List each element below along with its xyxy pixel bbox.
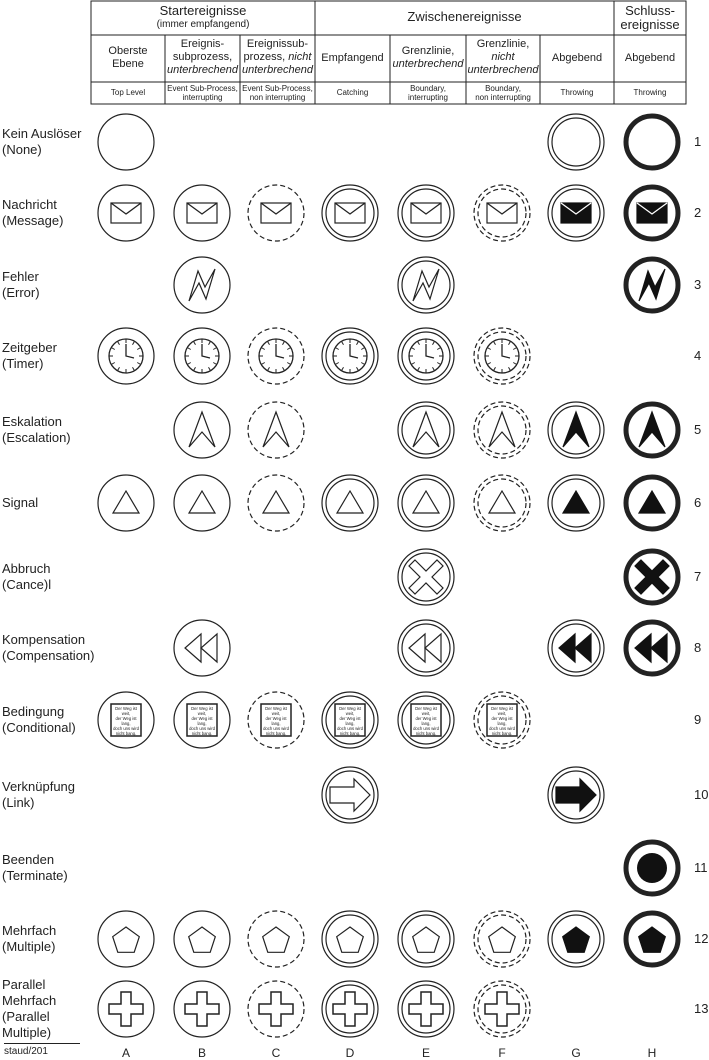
col-c-en-1: Event Sub-Process, <box>242 84 313 93</box>
event-escalation-c <box>248 402 304 458</box>
column-letter-b: B <box>197 1046 206 1060</box>
row-label-signal <box>2 495 38 511</box>
event-signal-e <box>398 475 454 531</box>
event-conditional-b <box>174 692 230 748</box>
event-conditional-c <box>248 692 304 748</box>
event-compensation-b <box>174 620 230 676</box>
column-letter-g: G <box>571 1046 581 1060</box>
event-link-d <box>322 767 378 823</box>
event-timer-b <box>174 328 230 384</box>
column-letter-f: F <box>498 1046 506 1060</box>
col-a-de-1: Oberste <box>108 45 148 57</box>
conditional-text-line: nicht bang. <box>491 731 513 736</box>
conditional-text-line: der Weg ist <box>115 716 137 721</box>
col-c-de-3: unterbrechend <box>242 64 313 76</box>
event-compensation-g <box>548 620 604 676</box>
event-timer-c <box>248 328 304 384</box>
event-parallel-e <box>398 981 454 1037</box>
conditional-text-line: nicht bang. <box>191 731 213 736</box>
conditional-text-line: nicht bang. <box>339 731 361 736</box>
row-label-line: (Terminate) <box>2 868 68 883</box>
row-number-11: 11 <box>694 860 708 875</box>
row-number-1: 1 <box>694 134 702 149</box>
group-subtitle-start: (immer empfangend) <box>156 19 250 30</box>
row-label-line: Mehrfach <box>2 923 57 938</box>
event-conditional-e <box>398 692 454 748</box>
event-timer-d <box>322 328 378 384</box>
event-multiple-h <box>626 913 678 965</box>
col-f-en-1: Boundary, <box>485 84 521 93</box>
row-label-line: (Conditional) <box>2 720 76 735</box>
row-label-line: (Cance)l <box>2 577 52 592</box>
row-label-line: Beenden <box>2 852 55 867</box>
group-title-end: Schluss- <box>625 3 675 18</box>
row-number-3: 3 <box>694 277 702 292</box>
event-none-g <box>548 114 604 170</box>
row-label-line: Verknüpfung <box>2 779 76 794</box>
event-multiple-e <box>398 911 454 967</box>
column-letter-c: C <box>271 1046 281 1060</box>
event-timer-a <box>98 328 154 384</box>
event-escalation-f <box>474 402 530 458</box>
row-label-line: (Multiple) <box>2 939 56 954</box>
row-label-timer <box>2 340 57 372</box>
row-label-line: (Parallel <box>2 1009 50 1024</box>
col-g-en: Throwing <box>560 88 594 97</box>
conditional-text-line: nicht bang. <box>265 731 287 736</box>
group-title-end-2: ereignisse <box>620 17 680 32</box>
conditional-text-line: Der Weg ist <box>339 706 361 711</box>
event-signal-d <box>322 475 378 531</box>
col-b-en-1: Event Sub-Process, <box>167 84 238 93</box>
conditional-text-line: nicht bang. <box>115 731 137 736</box>
row-number-9: 9 <box>694 712 702 727</box>
col-f-en-2: non interrupting <box>475 93 531 102</box>
col-c-de-2a: prozess, <box>243 51 289 63</box>
event-none-h <box>626 116 678 168</box>
conditional-text-line: weit, <box>497 711 507 716</box>
row-label-line: Fehler <box>2 269 39 284</box>
conditional-text-line: Der Weg ist <box>265 706 287 711</box>
event-conditional-d <box>322 692 378 748</box>
event-signal-g <box>548 475 604 531</box>
footer-credit: staud/201 <box>4 1046 48 1057</box>
row-number-12: 12 <box>694 931 709 946</box>
event-terminate-h <box>626 842 678 894</box>
col-f-de-2: nicht <box>491 51 515 63</box>
event-escalation-b <box>174 402 230 458</box>
conditional-text-line: weit, <box>421 711 431 716</box>
event-conditional-f <box>474 692 530 748</box>
conditional-text-line: der Weg ist <box>415 716 437 721</box>
col-c-de-1: Ereignissub- <box>246 38 309 50</box>
conditional-text-line: Der Weg ist <box>191 706 213 711</box>
event-parallel-f <box>474 981 530 1037</box>
row-number-7: 7 <box>694 569 702 584</box>
event-multiple-c <box>248 911 304 967</box>
row-label-terminate <box>2 852 68 884</box>
row-label-line: Bedingung <box>2 704 65 719</box>
column-letter-e: E <box>421 1046 430 1060</box>
event-multiple-f <box>474 911 530 967</box>
conditional-text-line: weit, <box>271 711 281 716</box>
row-label-line: (Escalation) <box>2 430 71 445</box>
event-signal-h <box>626 477 678 529</box>
event-message-d <box>322 185 378 241</box>
event-escalation-e <box>398 402 454 458</box>
col-b-de-1: Ereignis- <box>180 38 225 50</box>
event-conditional-a <box>98 692 154 748</box>
event-multiple-g <box>548 911 604 967</box>
event-compensation-e <box>398 620 454 676</box>
col-b-de-2: subprozess, <box>172 51 233 63</box>
event-cancel-e <box>398 549 454 605</box>
row-number-5: 5 <box>694 422 702 437</box>
row-label-message <box>2 197 63 229</box>
event-message-g <box>548 185 604 241</box>
event-none-a <box>98 114 154 170</box>
event-error-b <box>174 257 230 313</box>
row-label-compensation <box>2 632 95 664</box>
col-e-en-2: interrupting <box>407 93 449 102</box>
conditional-text-line: der Weg ist <box>339 716 361 721</box>
conditional-text-line: doch uns wird <box>189 726 215 731</box>
event-link-g <box>548 767 604 823</box>
col-a-en: Top Level <box>110 88 146 97</box>
row-label-line: Zeitgeber <box>2 340 57 355</box>
event-cancel-h <box>626 551 678 603</box>
column-letter-a: A <box>121 1046 130 1060</box>
event-message-c <box>248 185 304 241</box>
conditional-text-line: nicht bang. <box>415 731 437 736</box>
conditional-text-line: lang, <box>497 721 507 726</box>
col-d-en: Catching <box>336 88 369 97</box>
conditional-text-line: doch uns wird <box>113 726 139 731</box>
event-escalation-g <box>548 402 604 458</box>
row-label-line: (None) <box>2 142 42 157</box>
row-label-line: Kein Auslöser <box>2 126 82 141</box>
col-f-de-3: unterbrechend <box>467 64 539 76</box>
column-letter-h: H <box>647 1046 657 1060</box>
row-label-none <box>2 126 82 158</box>
col-c-de-2b: nicht <box>288 51 312 63</box>
conditional-text-line: doch uns wird <box>413 726 439 731</box>
conditional-text-line: lang, <box>121 721 131 726</box>
row-label-escalation <box>2 414 71 446</box>
event-signal-b <box>174 475 230 531</box>
event-error-e <box>398 257 454 313</box>
group-title-intermediate: Zwischenereignisse <box>407 9 522 24</box>
event-message-b <box>174 185 230 241</box>
conditional-text-line: lang, <box>345 721 355 726</box>
conditional-text-line: doch uns wird <box>263 726 289 731</box>
event-message-e <box>398 185 454 241</box>
group-title-start: Startereignisse <box>159 3 247 18</box>
conditional-text-line: der Weg ist <box>491 716 513 721</box>
conditional-text-line: weit, <box>345 711 355 716</box>
col-a-de-2: Ebene <box>112 58 144 70</box>
row-label-line: (Message) <box>2 213 64 228</box>
event-compensation-h <box>626 622 678 674</box>
row-number-4: 4 <box>694 348 702 363</box>
conditional-text-line: Der Weg ist <box>491 706 513 711</box>
row-label-link <box>2 779 75 811</box>
event-timer-e <box>398 328 454 384</box>
row-label-line: Eskalation <box>2 414 62 429</box>
row-label-line: (Compensation) <box>2 648 95 663</box>
conditional-text-line: lang, <box>421 721 431 726</box>
row-number-2: 2 <box>694 205 702 220</box>
conditional-text-line: lang, <box>271 721 281 726</box>
row-number-13: 13 <box>694 1001 709 1016</box>
row-label-line: Abbruch <box>2 561 51 576</box>
row-label-line: Nachricht <box>2 197 57 212</box>
event-message-a <box>98 185 154 241</box>
event-message-f <box>474 185 530 241</box>
conditional-text-line: Der Weg ist <box>415 706 437 711</box>
row-number-10: 10 <box>694 787 709 802</box>
row-label-line: Kompensation <box>2 632 86 647</box>
event-parallel-b <box>174 981 230 1037</box>
event-parallel-c <box>248 981 304 1037</box>
event-signal-f <box>474 475 530 531</box>
row-label-line: Multiple) <box>2 1025 52 1040</box>
row-label-line: Mehrfach <box>2 993 57 1008</box>
row-label-error <box>2 269 40 301</box>
event-parallel-d <box>322 981 378 1037</box>
col-b-en-2: interrupting <box>182 93 223 102</box>
row-number-6: 6 <box>694 495 702 510</box>
row-label-line: Parallel <box>2 977 46 992</box>
event-multiple-a <box>98 911 154 967</box>
conditional-text-line: doch uns wird <box>489 726 515 731</box>
column-letter-d: D <box>345 1046 355 1060</box>
row-label-parallel <box>2 977 56 1041</box>
col-d-de: Empfangend <box>321 52 384 64</box>
event-message-h <box>626 187 678 239</box>
row-label-line: Signal <box>2 495 39 510</box>
col-e-de-2: unterbrechend <box>392 58 464 70</box>
conditional-text-line: der Weg ist <box>265 716 287 721</box>
event-signal-c <box>248 475 304 531</box>
conditional-text-line: weit, <box>197 711 207 716</box>
event-error-h <box>626 259 678 311</box>
conditional-text-line: Der Weg ist <box>115 706 137 711</box>
row-label-line: (Timer) <box>2 356 44 371</box>
col-e-de-1: Grenzlinie, <box>401 45 455 57</box>
conditional-text-line: doch uns wird <box>337 726 363 731</box>
col-g-de: Abgebend <box>551 52 603 64</box>
row-label-conditional <box>2 704 76 736</box>
event-escalation-h <box>626 404 678 456</box>
row-label-cancel <box>2 561 51 593</box>
col-h-de: Abgebend <box>624 52 676 64</box>
row-label-multiple <box>2 923 56 955</box>
col-h-en: Throwing <box>633 88 667 97</box>
row-label-line: (Link) <box>2 795 35 810</box>
conditional-text-line: lang, <box>197 721 207 726</box>
row-number-8: 8 <box>694 640 702 655</box>
event-parallel-a <box>98 981 154 1037</box>
col-e-en-1: Boundary, <box>410 84 446 93</box>
event-signal-a <box>98 475 154 531</box>
col-c-en-2: non interrupting <box>249 93 306 102</box>
col-b-de-3: unterbrechend <box>167 64 238 76</box>
event-multiple-b <box>174 911 230 967</box>
row-label-line: (Error) <box>2 285 40 300</box>
event-timer-f <box>474 328 530 384</box>
col-f-de-1: Grenzlinie, <box>476 38 530 50</box>
conditional-text-line: weit, <box>121 711 131 716</box>
footer-rule <box>4 1043 80 1044</box>
event-multiple-d <box>322 911 378 967</box>
conditional-text-line: der Weg ist <box>191 716 213 721</box>
